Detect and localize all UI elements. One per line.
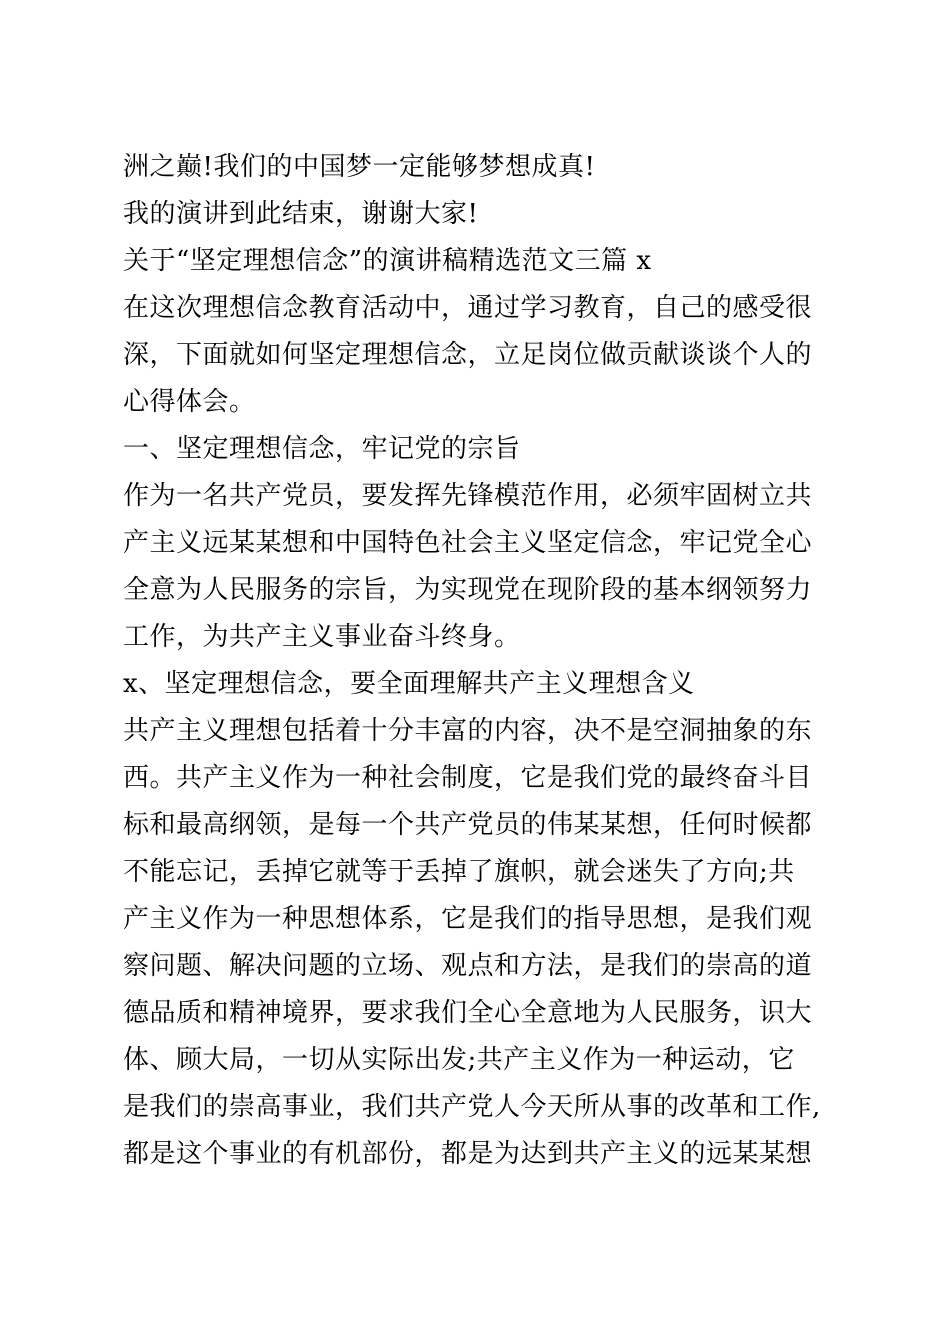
- text-line: 德品质和精神境界，要求我们全心全意地为人民服务，识大: [123, 998, 813, 1028]
- text-line: 作为一名共产党员，要发挥先锋模范作用，必须牢固树立共: [123, 481, 813, 511]
- text-line: 深，下面就如何坚定理想信念，立足岗位做贡献谈谈个人的: [123, 340, 813, 370]
- text-line: 洲之巅!我们的中国梦一定能够梦想成真!: [123, 152, 596, 182]
- text-line: 体、顾大局，一切从实际出发;共产主义作为一种运动，它: [123, 1045, 795, 1075]
- text-line: 产主义作为一种思想体系，它是我们的指导思想，是我们观: [123, 904, 813, 934]
- text-line: 共产主义理想包括着十分丰富的内容，决不是空洞抽象的东: [123, 716, 813, 746]
- text-line: 心得体会。: [123, 387, 256, 417]
- body-text: [123, 144, 843, 1178]
- text-line: 西。共产主义作为一种社会制度，它是我们党的最终奋斗目: [123, 763, 813, 793]
- section-heading: 关于“坚定理想信念”的演讲稿精选范文三篇 x: [123, 246, 652, 276]
- section-heading: x、坚定理想信念，要全面理解共产主义理想含义: [123, 669, 695, 699]
- text-line: 标和最高纲领，是每一个共产党员的伟某某想，任何时候都: [123, 810, 813, 840]
- text-line: 产主义远某某想和中国特色社会主义坚定信念，牢记党全心: [123, 528, 813, 558]
- text-line: 察问题、解决问题的立场、观点和方法，是我们的崇高的道: [123, 951, 813, 981]
- text-line: 不能忘记，丢掉它就等于丢掉了旗帜，就会迷失了方向;共: [123, 857, 795, 887]
- text-line: 工作，为共产主义事业奋斗终身。: [123, 622, 521, 652]
- text-line: 全意为人民服务的宗旨，为实现党在现阶段的基本纲领努力: [123, 575, 813, 605]
- text-line: 我的演讲到此结束，谢谢大家!: [123, 199, 479, 229]
- text-line: 是我们的崇高事业，我们共产党人今天所从事的改革和工作,: [123, 1092, 821, 1122]
- section-heading: 一、坚定理想信念，牢记党的宗旨: [123, 434, 521, 464]
- text-line: 都是这个事业的有机部份，都是为达到共产主义的远某某想: [123, 1139, 813, 1169]
- text-line: 在这次理想信念教育活动中，通过学习教育，自己的感受很: [123, 293, 813, 323]
